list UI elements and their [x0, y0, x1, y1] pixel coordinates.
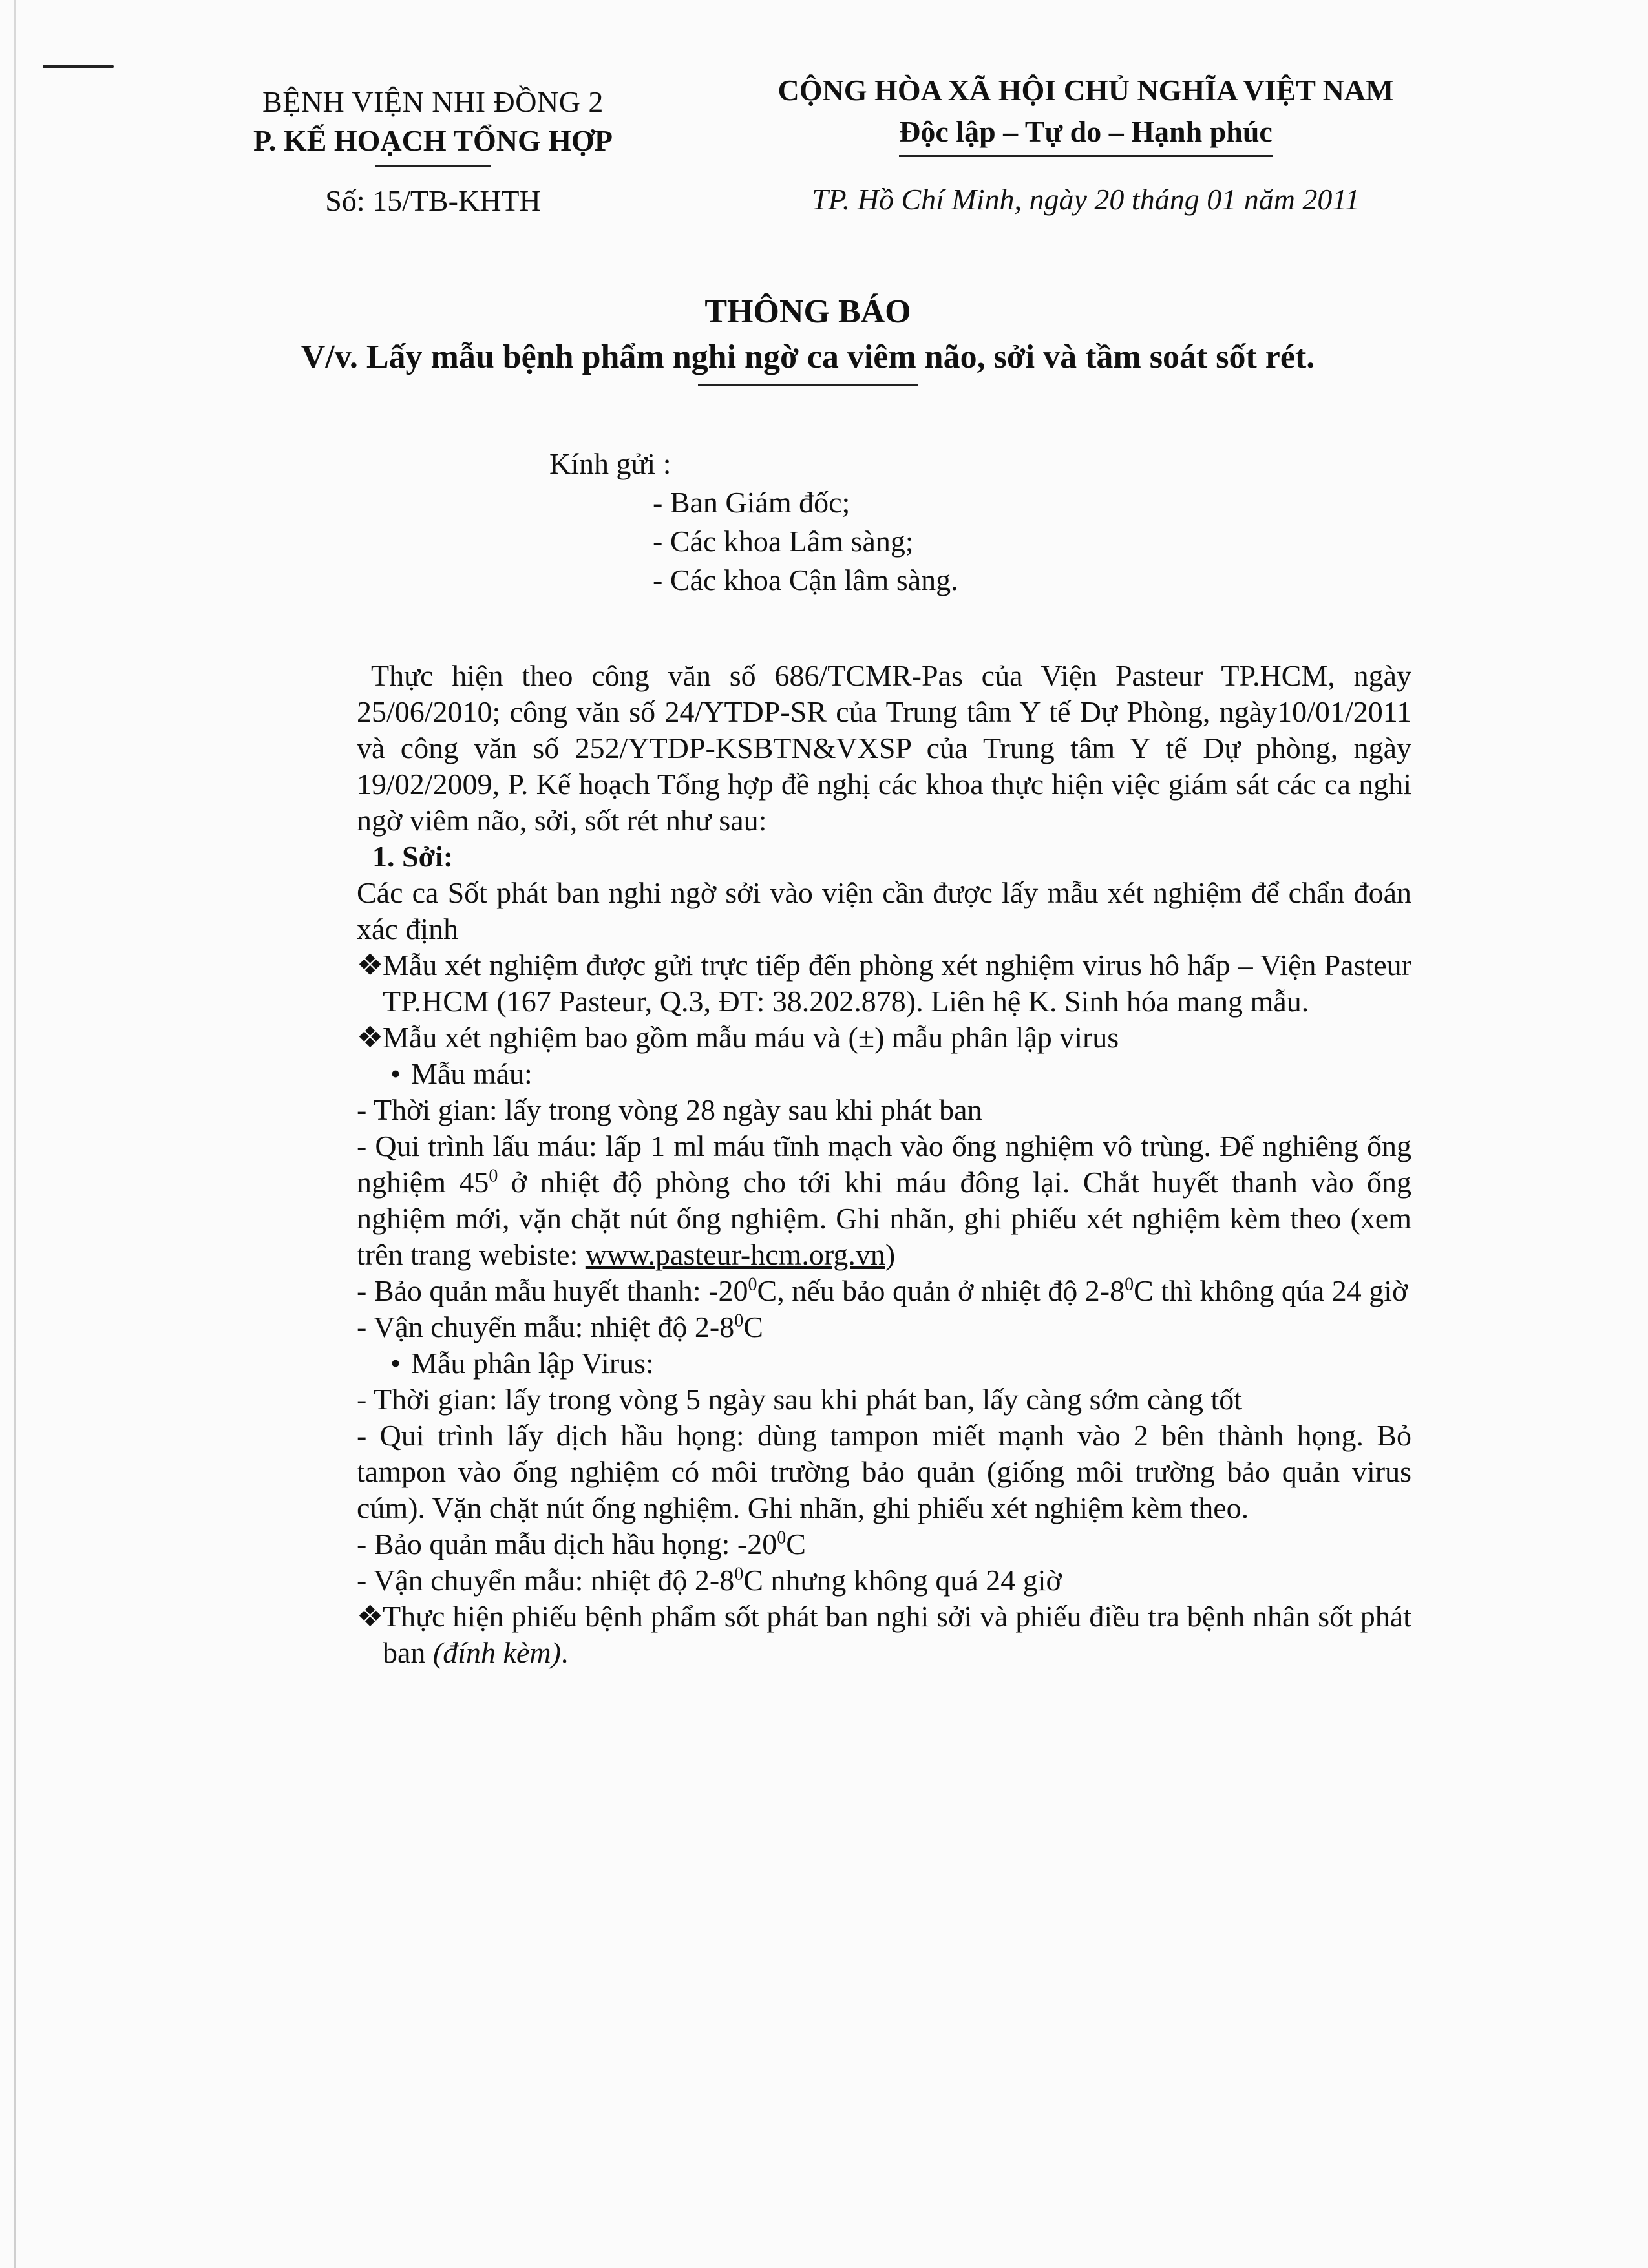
section-1-title: 1. Sởi: — [372, 840, 454, 873]
virus-time: - Thời gian: lấy trong vòng 5 ngày sau khi phát ban, lấy càng sớm càng tốt — [357, 1383, 1243, 1416]
hospital-name: BỆNH VIỆN NHI ĐỒNG 2 — [262, 85, 604, 118]
degree-superscript: 0 — [489, 1166, 498, 1186]
section-1-intro: Các ca Sốt phát ban nghi ngờ sởi vào viện cần được lấy mẫu xét nghiệm để chẩn đoán xác định — [357, 876, 1411, 945]
point-item — [357, 1020, 1411, 1056]
pasteur-website-link[interactable]: www.pasteur-hcm.org.vn — [585, 1238, 885, 1271]
nation-title: CỘNG HÒA XÃ HỘI CHỦ NGHĨA VIỆT NAM — [777, 74, 1394, 107]
blood-procedure-text: - Qui trình lấu máu: lấp 1 ml máu tĩnh mạch vào ống nghiệm vô trùng. Để nghiêng ống nghiệm 45 — [357, 1129, 1411, 1199]
degree-superscript: 0 — [734, 1564, 744, 1584]
diamond-bullet-icon: ❖ — [357, 1600, 384, 1633]
serum-storage — [357, 1273, 1411, 1309]
transport-text: - Vận chuyển mẫu: nhiệt độ 2-8 — [357, 1564, 735, 1597]
blood-transport — [357, 1309, 1411, 1345]
diamond-bullet-icon: ❖ — [357, 1021, 384, 1054]
intro-paragraph: Thực hiện theo công văn số 686/TCMR-Pas của Viện Pasteur TP.HCM, ngày 25/06/2010; công văn số 24/YTDP-SR của Trung tâm Y tế Dự Phòng, ngày10/01/2011 và công văn số 252/YTDP-KSBTN&VXSP của Trung tâm Y tế Dự phòng, ngày 19/02/2009, P. Kế hoạch Tổng hợp đề nghị các khoa thực hiện việc giám sát các ca nghi ngờ viêm não, sởi, sốt rét như sau: — [357, 659, 1411, 837]
blood-procedure — [357, 1128, 1411, 1273]
transport-text: C — [743, 1310, 763, 1343]
degree-superscript: 0 — [1125, 1274, 1134, 1295]
recipient-item: - Các khoa Cận lâm sàng. — [653, 563, 958, 596]
recipients-label: Kính gửi : — [549, 447, 671, 480]
virus-storage — [357, 1526, 1411, 1562]
transport-text: - Vận chuyển mẫu: nhiệt độ 2-8 — [357, 1310, 735, 1343]
national-motto: Độc lập – Tự do – Hạnh phúc — [899, 111, 1273, 157]
blood-time: - Thời gian: lấy trong vòng 28 ngày sau khi phát ban — [357, 1093, 982, 1126]
dot-bullet-icon: • — [390, 1347, 401, 1380]
virus-storage-text: C — [786, 1528, 806, 1560]
point-item — [357, 947, 1411, 1020]
blood-sample-title: Mẫu máu: — [411, 1057, 533, 1090]
blood-procedure-text: ở nhiệt độ phòng cho tới khi máu đông lại. Chắt huyết thanh vào ống nghiệm mới, vặn chặt nút ống nghiệm. Ghi nhãn, ghi phiếu xét nghiệm kèm theo (xem trên trang webiste: — [357, 1166, 1411, 1271]
recipients-block — [549, 445, 958, 600]
issuer-header — [213, 83, 653, 220]
page-edge-shadow — [14, 0, 16, 2268]
department-name: P. KẾ HOẠCH TỔNG HỢP — [253, 124, 613, 157]
serum-storage-text: C thì không qúa 24 giờ — [1134, 1274, 1408, 1307]
point-text: Mẫu xét nghiệm bao gồm mẫu máu và (±) mẫu phân lập virus — [383, 1021, 1119, 1054]
national-header — [717, 70, 1454, 220]
notice-title-block — [194, 289, 1422, 386]
virus-transport — [357, 1562, 1411, 1599]
attachment-note: (đính kèm) — [432, 1636, 561, 1669]
dot-bullet-icon: • — [390, 1057, 401, 1090]
notice-title: THÔNG BÁO — [704, 293, 911, 330]
degree-superscript: 0 — [734, 1310, 744, 1331]
degree-superscript: 0 — [777, 1528, 787, 1548]
point-text: Thực hiện phiếu bệnh phẩm sốt phát ban nghi sởi và phiếu điều tra bệnh nhân sốt phát ban — [383, 1600, 1411, 1669]
serum-storage-text: C, nếu bảo quản ở nhiệt độ 2-8 — [757, 1274, 1125, 1307]
point-item — [357, 1599, 1411, 1671]
recipient-item: - Các khoa Lâm sàng; — [653, 525, 914, 558]
point-text: Mẫu xét nghiệm được gửi trực tiếp đến phòng xét nghiệm virus hô hấp – Viện Pasteur TP.HCM (167 Pasteur, Q.3, ĐT: 38.202.878). Liên hệ K. Sinh hóa mang mẫu. — [383, 949, 1411, 1018]
issuer-divider — [375, 165, 491, 167]
virus-procedure: - Qui trình lấy dịch hầu họng: dùng tampon miết mạnh vào 2 bên thành họng. Bỏ tampon vào ống nghiệm có môi trường bảo quản (giống môi trường bảo quản virus cúm). Vặn chặt nút ống nghiệm. Ghi nhãn, ghi phiếu xét nghiệm kèm theo. — [357, 1419, 1411, 1524]
degree-superscript: 0 — [748, 1274, 757, 1295]
subsection-title — [357, 1345, 1411, 1381]
point-text: . — [560, 1636, 569, 1669]
title-divider — [698, 384, 918, 386]
virus-storage-text: - Bảo quản mẫu dịch hầu họng: -20 — [357, 1528, 777, 1560]
dateline: TP. Hồ Chí Minh, ngày 20 tháng 01 năm 2011 — [811, 183, 1360, 216]
transport-text: C nhưng không quá 24 giờ — [743, 1564, 1062, 1597]
subsection-title — [357, 1056, 1411, 1092]
diamond-bullet-icon: ❖ — [357, 949, 384, 982]
document-number: Số: 15/TB-KHTH — [325, 184, 541, 217]
staple-mark — [43, 65, 114, 68]
blood-procedure-text: ) — [885, 1238, 896, 1271]
notice-subject: V/v. Lấy mẫu bệnh phẩm nghi ngờ ca viêm não, sởi và tầm soát sốt rét. — [301, 339, 1315, 375]
notice-body — [357, 658, 1411, 1671]
virus-sample-title: Mẫu phân lập Virus: — [411, 1347, 654, 1380]
recipient-item: - Ban Giám đốc; — [653, 486, 850, 519]
serum-storage-text: - Bảo quản mẫu huyết thanh: -20 — [357, 1274, 748, 1307]
